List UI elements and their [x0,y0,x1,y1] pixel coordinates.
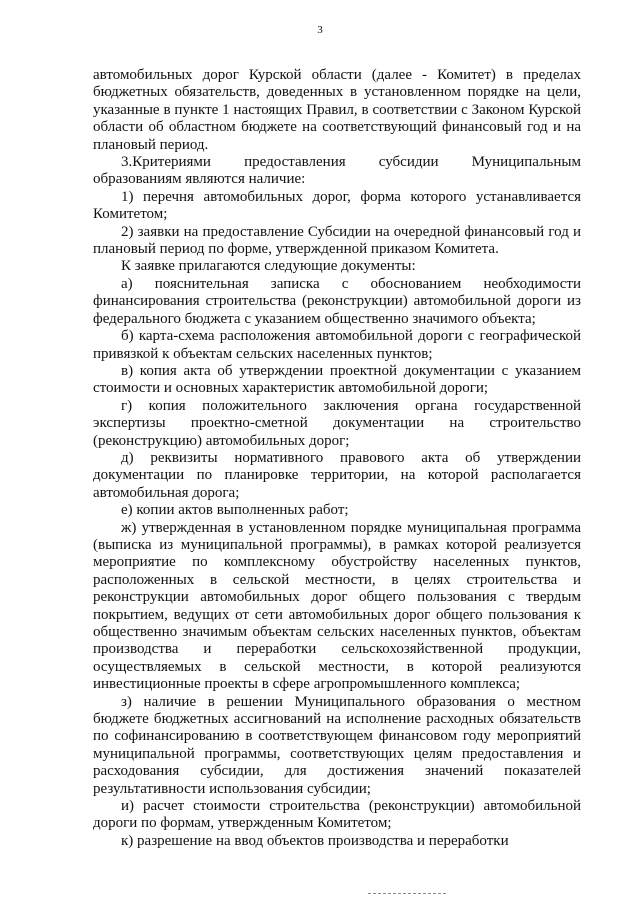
page-number: 3 [317,24,323,36]
document-body [93,67,581,850]
paragraph-attachments-heading: К заявке прилагаются следующие документы: [121,258,416,275]
paragraph-item-k: к) разрешение на ввод объектов производства и переработки [121,832,509,849]
paragraph-item-d: д) реквизиты нормативного правового акта об утверждении документации по планировке территории, на которой располагается автомобильная дорога; [93,449,581,501]
paragraph-item-v: в) копия акта об утверждении проектной документации с указанием стоимости и основных характеристик автомобильной дороги; [93,362,581,397]
paragraph-item-b: б) карта-схема расположения автомобильной дороги с географической привязкой к объектам сельских населенных пунктов; [93,328,581,362]
paragraph-criterion-1: 1) перечня автомобильных дорог, форма которого устанавливается Комитетом; [93,188,581,223]
paragraph-item-g: г) копия положительного заключения органа государственной экспертизы проектно-сметной документации на строительство (реконструкцию) автомобильных дорог; [93,397,581,449]
paragraph-criterion-2: 2) заявки на предоставление Субсидии на очередной финансовый год и плановый период по форме, утвержденной приказом Комитета. [93,223,581,258]
paragraph-item-e: е) копии актов выполненных работ; [121,502,349,519]
paragraph-criteria: 3.Критериями предоставления субсидии Муниципальным образованиям являются наличие: [93,154,581,188]
paragraph-item-a: а) пояснительная записка с обоснованием необходимости финансирования строительства (реконструкции) автомобильной дороги из федерального бюджета с указанием общественно значимого объекта; [93,275,581,327]
paragraph-intro-continuation: автомобильных дорог Курской области (далее - Комитет) в пределах бюджетных обязательств, доведенных в установленном порядке на цели, указанные в пункте 1 настоящих Правил, в соответствии с Законом Курской области об областном бюджете на соответствующий финансовый год и на плановый период. [93,67,581,153]
paragraph-item-zh: ж) утвержденная в установленном порядке муниципальная программа (выписка из муниципальной программы), в рамках которой реализуется мероприятие по комплексному обустройству населенных пунктов, расположенных в сельской местности, в целях строительства и реконструкции автомобильных дорог общего пользования с твердым покрытием, ведущих от сети автомобильных дорог общего пользования к общественно значимым объектам сельских населенных пунктов, объектам производства и переработки сельскохозяйственной продукции, осуществляемых в сельской местности, в которой реализуются инвестиционные проекты в сфере агропромышленного комплекса; [93,519,581,693]
paragraph-item-z: з) наличие в решении Муниципального образования о местном бюджете бюджетных ассигнований на исполнение расходных обязательств по софинансированию в соответствующем финансовом году мероприятий муниципальной программы, соответствующих целям предоставления и расходования субсидии, для достижения значений показателей результативности использования субсидии; [93,693,581,797]
paragraph-item-i: и) расчет стоимости строительства (реконструкции) автомобильной дороги по формам, утвержденным Комитетом; [93,798,581,832]
scan-artifact-line [368,893,446,894]
